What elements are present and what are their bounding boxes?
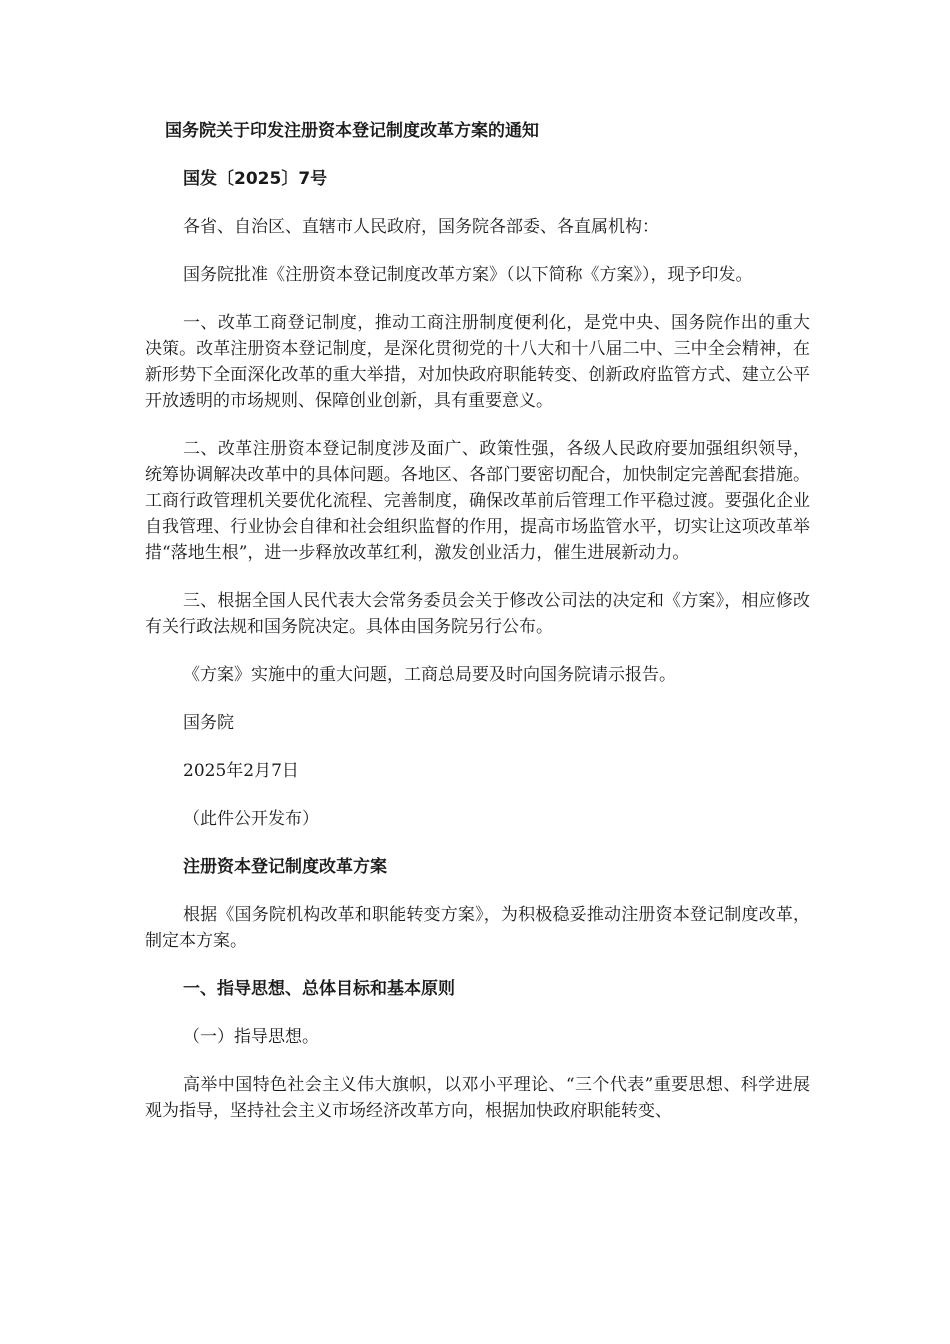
intro-paragraph: 国务院批准《注册资本登记制度改革方案》（以下简称《方案》），现予印发。 xyxy=(183,265,753,285)
addressee: 各省、自治区、直辖市人民政府，国务院各部委、各直属机构： xyxy=(183,217,659,237)
plan-intro: 根据《国务院机构改革和职能转变方案》，为积极稳妥推动注册资本登记制度改革，制定本方案。 xyxy=(145,905,810,951)
document-number: 国发〔2025〕7号 xyxy=(183,169,328,189)
subsection-1-text: 高举中国特色社会主义伟大旗帜，以邓小平理论、“三个代表”重要思想、科学进展观为指导，坚持社会主义市场经济改革方向，根据加快政府职能转变、 xyxy=(145,1075,810,1121)
paragraph-1: 一、改革工商登记制度，推动工商注册制度便利化，是党中央、国务院作出的重大决策。改革注册资本登记制度，是深化贯彻党的十八大和十八届二中、三中全会精神，在新形势下全面深化改革的重大举措，对加快政府职能转变、创新政府监管方式、建立公平开放透明的市场规则、保障创业创新，具有重要意义。 xyxy=(145,313,810,411)
issue-date: 2025年2月7日 xyxy=(183,761,299,781)
release-note: （此件公开发布） xyxy=(183,809,319,829)
paragraph-2: 二、改革注册资本登记制度涉及面广、政策性强，各级人民政府要加强组织领导，统筹协调解决改革中的具体问题。各地区、各部门要密切配合，加快制定完善配套措施。工商行政管理机关要优化流程、完善制度，确保改革前后管理工作平稳过渡。要强化企业自我管理、行业协会自律和社会组织监督的作用，提高市场监管水平，切实让这项改革举措“落地生根”，进一步释放改革红利，激发创业活力，催生进展新动力。 xyxy=(145,439,810,563)
plan-title: 注册资本登记制度改革方案 xyxy=(183,857,387,877)
document-page xyxy=(145,118,810,1146)
subsection-1-heading: （一）指导思想。 xyxy=(183,1027,319,1047)
section-1-heading: 一、指导思想、总体目标和基本原则 xyxy=(183,979,455,999)
signer: 国务院 xyxy=(183,713,234,733)
paragraph-3: 三、根据全国人民代表大会常务委员会关于修改公司法的决定和《方案》，相应修改有关行政法规和国务院决定。具体由国务院另行公布。 xyxy=(145,591,810,637)
document-title: 国务院关于印发注册资本登记制度改革方案的通知 xyxy=(165,121,539,141)
paragraph-4: 《方案》实施中的重大问题，工商总局要及时向国务院请示报告。 xyxy=(183,665,676,685)
